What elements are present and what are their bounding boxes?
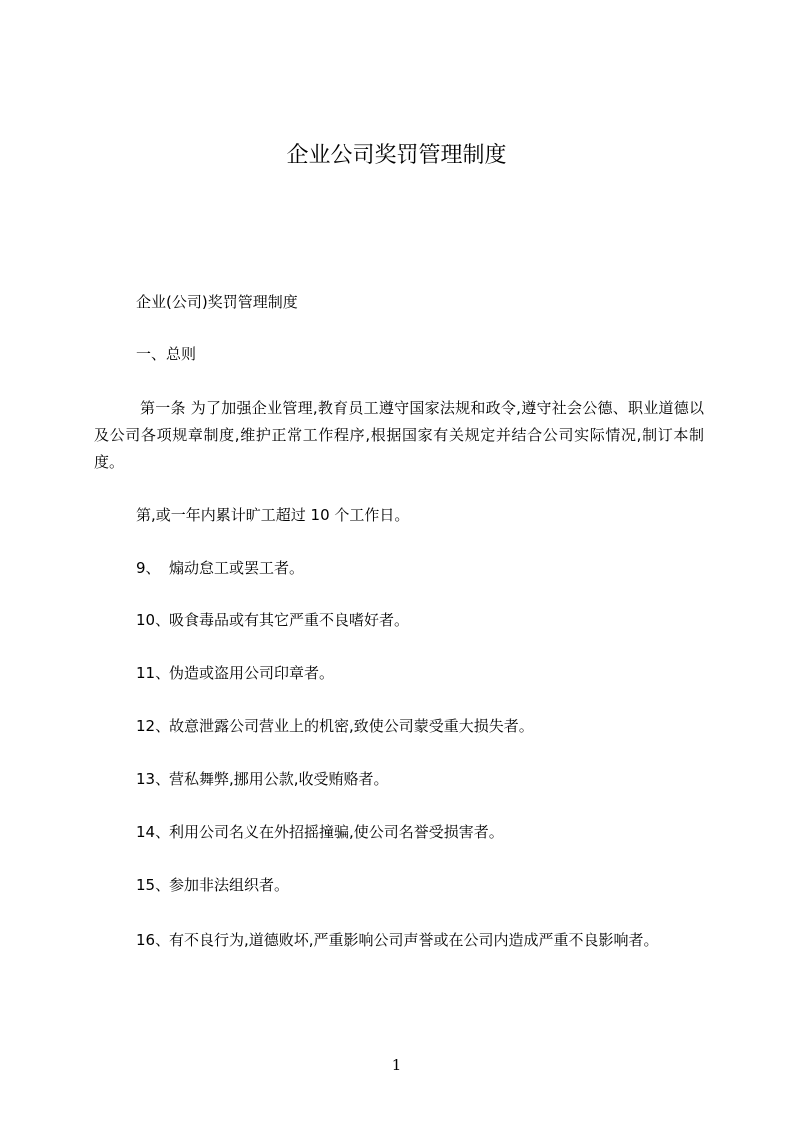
list-item — [136, 768, 389, 790]
list-item — [136, 662, 334, 684]
list-item-text: 营私舞弊,挪用公款,收受贿赂者。 — [169, 770, 389, 788]
list-item-text: 故意泄露公司营业上的机密,致使公司蒙受重大损失者。 — [169, 717, 534, 735]
document-subtitle: 企业(公司)奖罚管理制度 — [136, 293, 298, 311]
document-title: 企业公司奖罚管理制度 — [286, 143, 507, 168]
list-item-number: 12、 — [136, 717, 171, 735]
page-number: 1 — [391, 1056, 402, 1074]
list-item — [136, 609, 409, 631]
article-one-paragraph: 第一条 为了加强企业管理,教育员工遵守国家法规和政令,遵守社会公德、职业道德以及公司各项规章制度,维护正常工作程序,根据国家有关规定并结合公司实际情况,制订本制度。 — [94, 399, 704, 471]
list-item-number: 13、 — [136, 770, 171, 788]
list-item-text: 吸食毒品或有其它严重不良嗜好者。 — [169, 611, 410, 629]
list-item — [136, 821, 504, 843]
section-heading: 一、总则 — [136, 345, 197, 363]
list-item-number: 14、 — [136, 823, 171, 841]
list-item-text: 伪造或盗用公司印章者。 — [169, 664, 335, 682]
list-item — [136, 929, 659, 951]
list-item-number: 16、 — [136, 931, 171, 949]
list-item-text: 利用公司名义在外招摇撞骗,使公司名誉受损害者。 — [169, 823, 504, 841]
list-item — [136, 874, 289, 896]
list-item-number: 10、 — [136, 611, 171, 629]
list-item-text: 煽动怠工或罢工者。 — [169, 559, 305, 577]
list-item — [136, 715, 534, 737]
list-item-number: 11、 — [136, 664, 171, 682]
fragment-paragraph: 第,或一年内累计旷工超过 10 个工作日。 — [136, 506, 410, 524]
list-item-number: 15、 — [136, 876, 171, 894]
list-item-text: 有不良行为,道德败坏,严重影响公司声誉或在公司内造成严重不良影响者。 — [169, 931, 659, 949]
list-item-text: 参加非法组织者。 — [169, 876, 290, 894]
list-item-number: 9、 — [136, 559, 161, 577]
list-item — [136, 557, 304, 579]
